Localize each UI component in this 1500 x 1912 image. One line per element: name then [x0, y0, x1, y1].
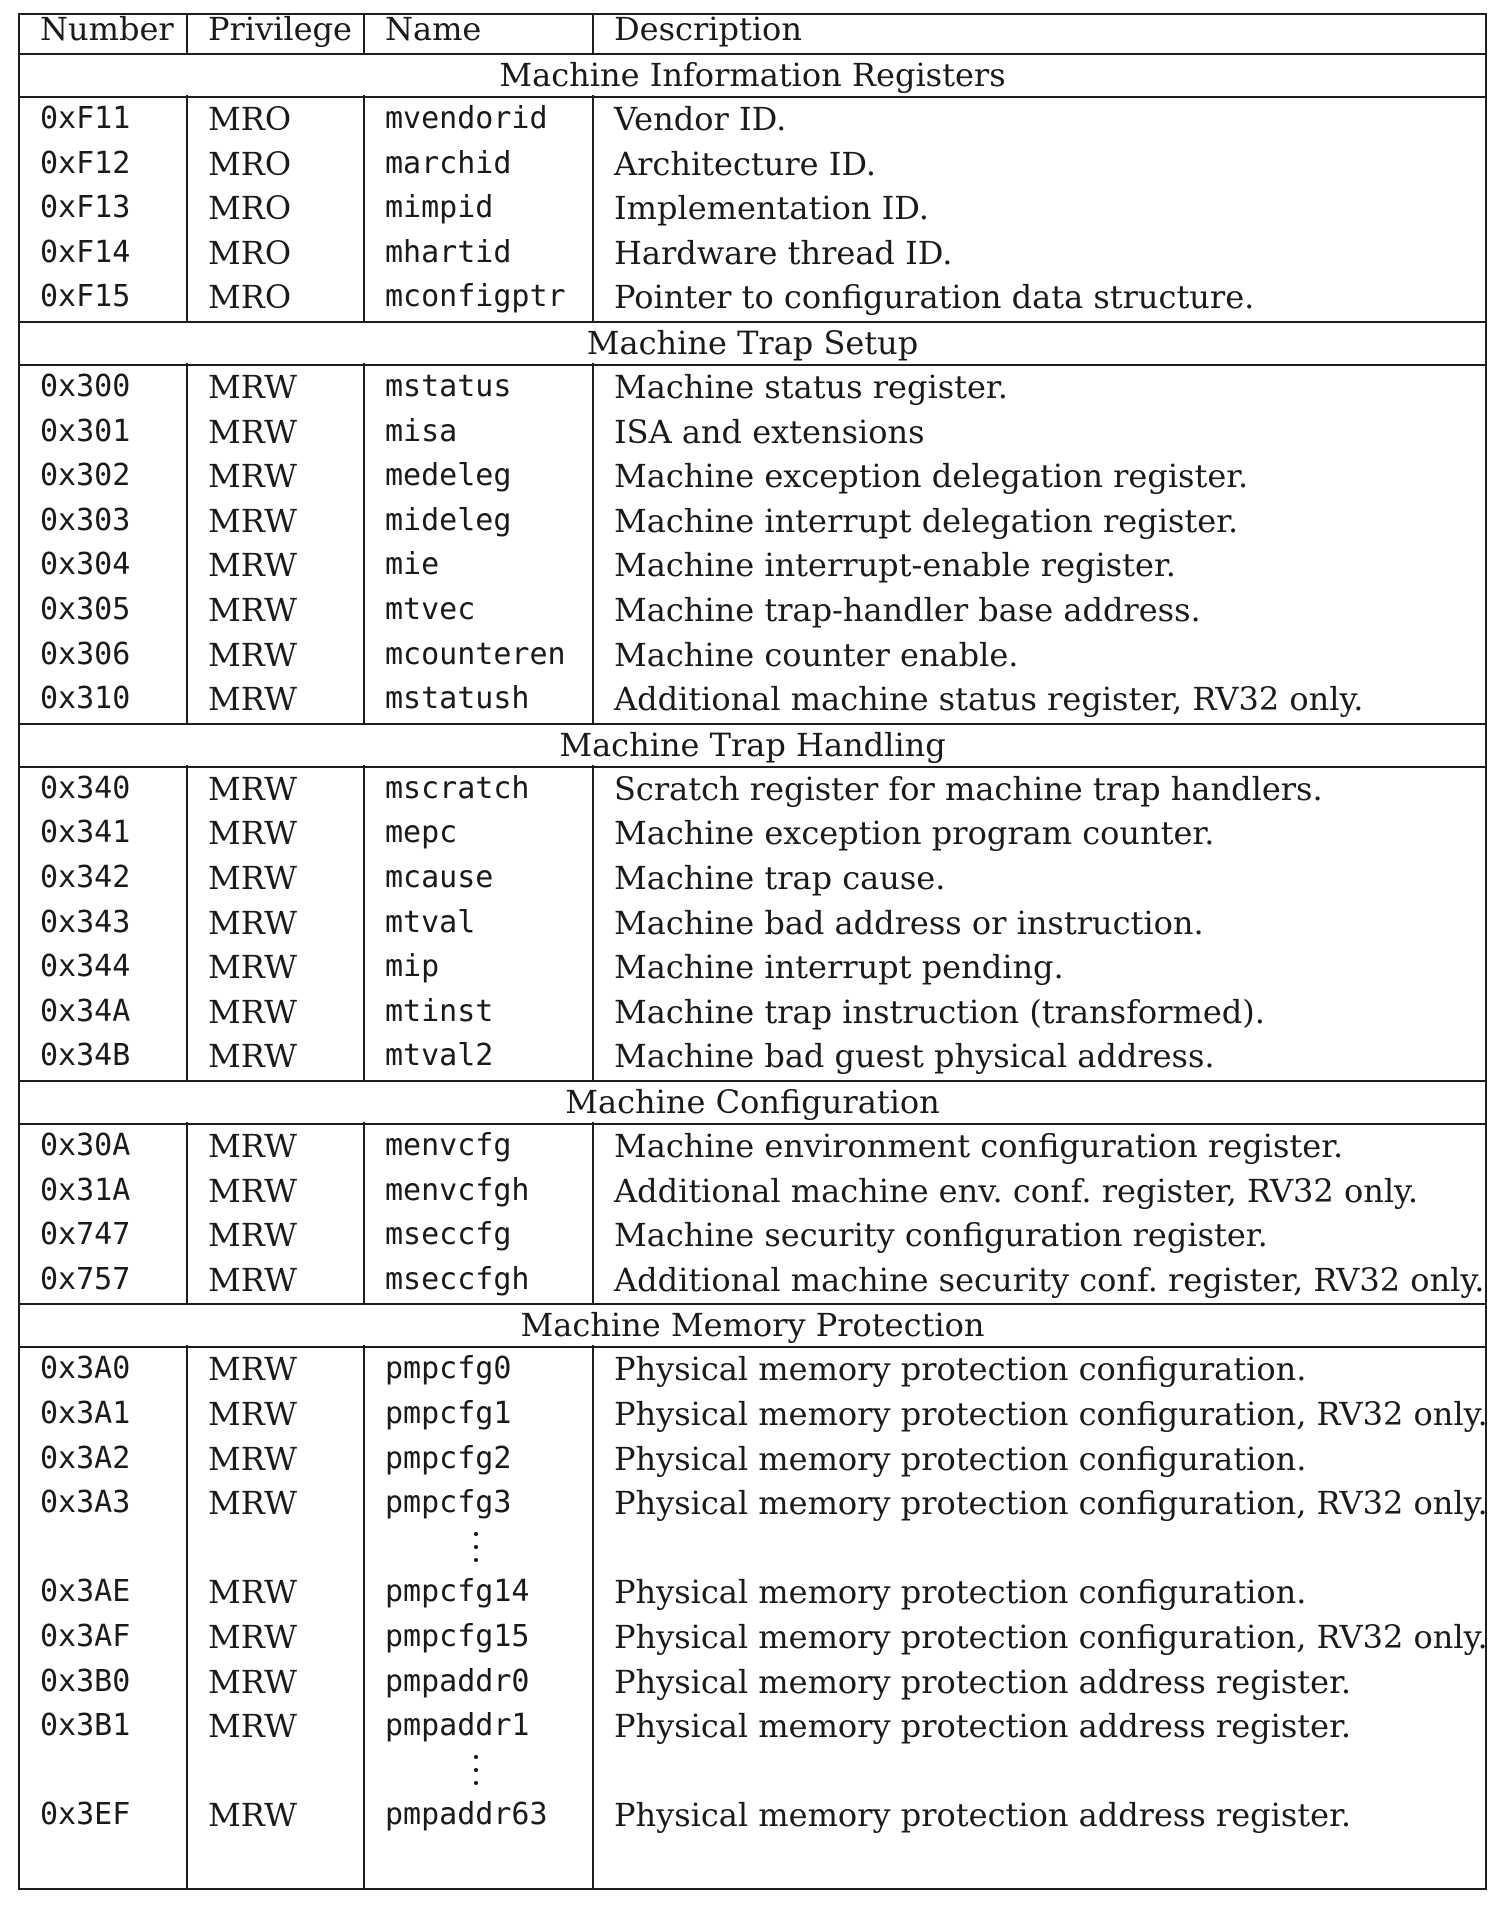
register-privilege: MRW	[208, 1707, 298, 1746]
header-description: Description	[614, 10, 802, 48]
register-description: Physical memory protection configuration, RV32 only.	[614, 1484, 1488, 1523]
csr-table	[18, 10, 1488, 1890]
register-description: Additional machine env. conf. register, RV32 only.	[614, 1171, 1419, 1210]
section-title: Machine Trap Handling	[20, 725, 1485, 765]
register-number: 0x3EF	[40, 1797, 131, 1833]
register-name: mscratch	[385, 770, 530, 806]
register-name: pmpcfg3	[385, 1485, 512, 1521]
section-rule-bottom	[20, 1123, 1485, 1125]
register-number: 0x305	[40, 592, 131, 627]
register-privilege: MRW	[208, 1796, 298, 1835]
section-rule-bottom	[20, 766, 1485, 768]
register-name: mseccfg	[385, 1217, 512, 1253]
register-description: Machine interrupt pending.	[614, 948, 1064, 987]
register-name: mvendorid	[385, 101, 548, 136]
register-privilege: MRW	[208, 1573, 298, 1612]
register-description: Vendor ID.	[614, 100, 787, 138]
register-number: 0x340	[40, 770, 131, 806]
register-description: Machine trap instruction (transformed).	[614, 992, 1265, 1031]
register-description: Machine bad address or instruction.	[614, 903, 1204, 942]
register-number: 0x302	[40, 458, 131, 494]
register-number: 0x3B0	[40, 1663, 131, 1699]
register-number: 0x31A	[40, 1172, 131, 1208]
register-privilege: MRW	[208, 1439, 298, 1478]
register-name: mepc	[385, 815, 458, 851]
register-name: misa	[385, 413, 458, 449]
register-name: mideleg	[385, 502, 512, 538]
register-name: mtval	[385, 904, 476, 940]
register-number: 0x747	[40, 1217, 131, 1253]
register-name: mconfigptr	[385, 279, 566, 315]
header-privilege: Privilege	[208, 10, 352, 48]
register-privilege: MRW	[208, 948, 298, 987]
register-name: mtinst	[385, 993, 494, 1029]
register-number: 0xF14	[40, 234, 131, 270]
register-privilege: MRW	[208, 591, 298, 629]
register-privilege: MRW	[208, 814, 298, 853]
register-privilege: MRW	[208, 1260, 298, 1299]
register-name: mhartid	[385, 234, 512, 270]
header-name: Name	[385, 10, 482, 48]
register-description: Physical memory protection configuration, RV32 only.	[614, 1618, 1488, 1656]
register-name: mcause	[385, 860, 494, 895]
register-name: pmpaddr0	[385, 1663, 530, 1699]
register-privilege: MRW	[208, 546, 298, 585]
register-number: 0xF15	[40, 279, 131, 315]
register-name: menvcfgh	[385, 1172, 530, 1208]
register-name: pmpcfg1	[385, 1396, 512, 1431]
register-name: mip	[385, 949, 440, 985]
register-privilege: MRO	[208, 100, 292, 138]
register-number: 0x341	[40, 815, 131, 851]
register-name: mtvec	[385, 592, 476, 627]
register-privilege: MRW	[208, 457, 298, 496]
column-divider	[592, 15, 594, 1888]
register-description: Machine security configuration register.	[614, 1216, 1268, 1255]
register-name: mie	[385, 547, 440, 583]
register-name: medeleg	[385, 458, 512, 494]
register-privilege: MRW	[208, 680, 298, 719]
register-description: Physical memory protection address register.	[614, 1707, 1352, 1746]
register-name: mstatus	[385, 369, 512, 404]
section-title: Machine Memory Protection	[20, 1305, 1485, 1345]
register-privilege: MRO	[208, 144, 292, 183]
register-number: 0x3A3	[40, 1485, 131, 1521]
register-number: 0x34B	[40, 1038, 131, 1074]
register-description: Physical memory protection configuration, RV32 only.	[614, 1395, 1488, 1433]
register-privilege: MRO	[208, 189, 292, 228]
register-description: Machine interrupt delegation register.	[614, 501, 1239, 540]
register-privilege: MRW	[208, 1037, 298, 1076]
register-number: 0x303	[40, 502, 131, 538]
register-description: Architecture ID.	[614, 144, 877, 183]
register-number: 0x34A	[40, 993, 131, 1029]
register-privilege: MRW	[208, 859, 298, 897]
register-description: Machine environment configuration register.	[614, 1127, 1344, 1165]
column-divider	[363, 15, 365, 1888]
register-description: Machine bad guest physical address.	[614, 1037, 1215, 1076]
section-rule-bottom	[20, 364, 1485, 366]
register-privilege: MRW	[208, 769, 298, 808]
register-description: Physical memory protection configuration.	[614, 1350, 1307, 1389]
register-number: 0x301	[40, 413, 131, 449]
register-privilege: MRO	[208, 278, 292, 317]
register-privilege: MRW	[208, 992, 298, 1031]
register-name: mseccfgh	[385, 1261, 530, 1297]
register-number: 0x342	[40, 860, 131, 895]
section-title: Machine Configuration	[20, 1082, 1485, 1122]
register-privilege: MRO	[208, 233, 292, 272]
register-number: 0x3A1	[40, 1396, 131, 1431]
register-description: Pointer to configuration data structure.	[614, 278, 1255, 317]
register-name: mimpid	[385, 190, 494, 226]
section-rule-bottom	[20, 96, 1485, 98]
register-description: Machine exception delegation register.	[614, 457, 1249, 496]
register-description: Scratch register for machine trap handlers.	[614, 769, 1323, 808]
register-number: 0xF13	[40, 190, 131, 226]
register-number: 0x300	[40, 369, 131, 404]
register-description: Additional machine status register, RV32 only.	[614, 680, 1364, 719]
register-number: 0x3A0	[40, 1351, 131, 1387]
register-name: pmpaddr1	[385, 1708, 530, 1744]
register-number: 0x343	[40, 904, 131, 940]
register-privilege: MRW	[208, 368, 298, 406]
register-number: 0x3AE	[40, 1574, 131, 1610]
register-privilege: MRW	[208, 1618, 298, 1656]
register-name: pmpcfg2	[385, 1440, 512, 1476]
register-number: 0xF12	[40, 145, 131, 181]
register-number: 0x310	[40, 681, 131, 717]
register-privilege: MRW	[208, 1171, 298, 1210]
register-number: 0x3A2	[40, 1440, 131, 1476]
register-description: ISA and extensions	[614, 412, 925, 451]
register-name: mtval2	[385, 1038, 494, 1074]
register-description: Additional machine security conf. register, RV32 only.	[614, 1260, 1485, 1299]
section-title: Machine Information Registers	[20, 55, 1485, 95]
register-description: Machine trap cause.	[614, 859, 946, 897]
register-privilege: MRW	[208, 1350, 298, 1389]
register-privilege: MRW	[208, 635, 298, 674]
register-name: menvcfg	[385, 1128, 512, 1163]
register-number: 0x30A	[40, 1128, 131, 1163]
register-name: mcounteren	[385, 636, 566, 672]
register-name: marchid	[385, 145, 512, 181]
register-description: Physical memory protection address register.	[614, 1796, 1352, 1835]
register-description: Physical memory protection configuration.	[614, 1573, 1307, 1612]
register-description: Machine status register.	[614, 368, 1008, 406]
section-rule-bottom	[20, 1346, 1485, 1348]
register-privilege: MRW	[208, 1484, 298, 1523]
register-privilege: MRW	[208, 412, 298, 451]
ellipsis-vertical-icon	[474, 1755, 478, 1794]
register-description: Machine trap-handler base address.	[614, 591, 1201, 629]
register-privilege: MRW	[208, 903, 298, 942]
register-description: Machine counter enable.	[614, 635, 1019, 674]
register-name: pmpcfg14	[385, 1574, 530, 1610]
register-privilege: MRW	[208, 1216, 298, 1255]
register-name: pmpcfg15	[385, 1619, 530, 1654]
register-privilege: MRW	[208, 1662, 298, 1701]
register-privilege: MRW	[208, 1127, 298, 1165]
register-number: 0x757	[40, 1261, 131, 1297]
section-title: Machine Trap Setup	[20, 323, 1485, 363]
register-description: Machine exception program counter.	[614, 814, 1215, 853]
register-description: Physical memory protection address register.	[614, 1662, 1352, 1701]
column-divider	[186, 15, 188, 1888]
header-number: Number	[40, 10, 174, 48]
register-number: 0x344	[40, 949, 131, 985]
register-number: 0x3B1	[40, 1708, 131, 1744]
register-description: Physical memory protection configuration.	[614, 1439, 1307, 1478]
register-name: pmpcfg0	[385, 1351, 512, 1387]
register-name: pmpaddr63	[385, 1797, 548, 1833]
ellipsis-vertical-icon	[474, 1532, 478, 1571]
register-privilege: MRW	[208, 501, 298, 540]
register-description: Implementation ID.	[614, 189, 929, 228]
register-privilege: MRW	[208, 1395, 298, 1433]
register-number: 0x304	[40, 547, 131, 583]
register-description: Hardware thread ID.	[614, 233, 953, 272]
register-number: 0x306	[40, 636, 131, 672]
register-number: 0xF11	[40, 101, 131, 136]
register-number: 0x3AF	[40, 1619, 131, 1654]
register-description: Machine interrupt-enable register.	[614, 546, 1176, 585]
register-name: mstatush	[385, 681, 530, 717]
